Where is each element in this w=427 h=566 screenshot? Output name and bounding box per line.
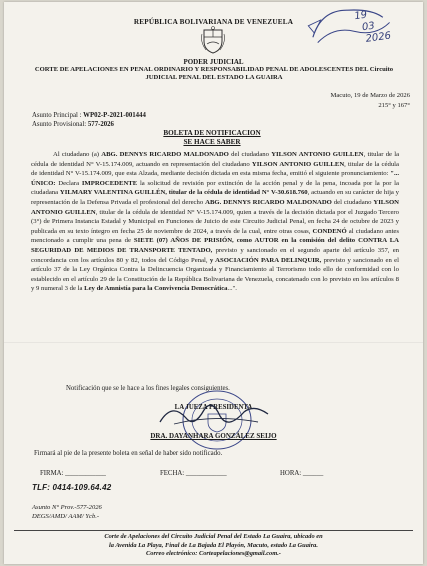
judge-name: DRA. DAYANHARA GONZÁLEZ SEIJO <box>150 432 277 440</box>
footer-initials: DEGS/AMD/ AAM/ Ycb.- <box>32 513 100 520</box>
paper-fold <box>4 342 423 343</box>
notification-note: Notificación que se le hace a los fines legales consiguientes. <box>66 385 230 392</box>
fecha-field[interactable]: FECHA: ____________ <box>160 470 227 477</box>
location-date <box>260 91 410 111</box>
asunto-principal-value: WP02-P-2021-001444 <box>83 112 146 119</box>
coat-of-arms-icon <box>200 26 226 54</box>
footer-line-1: Corte de Apelaciones del Circuito Judicial Penal del Estado La Guaira, ubicado en <box>104 533 323 540</box>
asunto-provisional-label: Asunto Provisional: <box>32 120 87 128</box>
document-title <box>132 129 292 146</box>
footer-case-reference <box>32 503 102 521</box>
court-heading: CORTE DE APELACIONES EN PENAL ORDINARIO Y RESPONSABILIDAD PENAL DE ADOLESCENTES DEL Circuito JUDICIAL PENAL DEL ESTADO LA GUAIRA <box>34 66 394 81</box>
asunto-principal-label: Asunto Principal : <box>32 112 82 119</box>
court-address-footer <box>14 530 413 559</box>
document-page <box>4 2 423 564</box>
boleta-title: BOLETA DE NOTIFICACION <box>163 129 261 137</box>
republic-heading: REPÚBLICA BOLIVARIANA DE VENEZUELA <box>133 18 294 26</box>
hora-field[interactable]: HORA: ______ <box>280 470 324 477</box>
footer-email: Correo electrónico: Corteapelaciones@gmail.com.- <box>146 550 281 558</box>
phone-number: TLF: 0414-109.64.42 <box>32 483 112 492</box>
receipt-stamp <box>301 2 399 60</box>
asunto-provisional-value: 577-2026 <box>87 120 114 128</box>
judge-signature <box>154 400 274 430</box>
stamp-month: 03 <box>361 20 376 34</box>
boleta-subtitle: SE HACE SABER <box>183 137 241 146</box>
stamp-day: 19 <box>353 9 368 23</box>
firma-field[interactable]: FIRMA: ____________ <box>40 470 106 477</box>
judge-title: LA JUEZA PRESIDENTA <box>174 404 253 411</box>
body-paragraph: Al ciudadano (a) ABG. DENNYS RICARDO MALDONADO del ciudadano YILSON ANTONIO GUILLEN, titular de la cédula de identidad N° V-15.174.009, actuando en representación del ciudadano YILSON ANTONIO GUILLEN, titular de la cédula de identidad N° V-15.174.009, que esta Alzada, mediante decisión dictada en esta misma fecha, emitió el siguiente pronunciamiento: "... ÚNICO: Declara IMPROCEDENTE la solicitud de revisión por extinción de la acción penal y de la pena, incoada por la por la ciudadana YILMARY VALENTINA GUILLÉN, titular de la cédula de identidad N° V-30.618.760, actuando en su carácter de hija y representación de la Defensa Privada el profesional del derecho ABG. DENNYS RICARDO MALDONADO del ciudadano YILSON ANTONIO GUILLEN, titular de la cédula de identidad N° V-15.174.009, quien a través de la decisión dictada por el Juzgado Tercero (3°) de Primera Instancia Estadal y Municipal en Funciones de Juicio de este Circuito Judicial Penal, en fecha 24 de octubre de 2023 y publicada en su texto íntegro en fecha 25 de noviembre de 2024, a través de la cual, entre otras cosas, CONDENÓ al ciudadano antes mencionado a cumplir una pena de SIETE (07) AÑOS DE PRISIÓN, como AUTOR en la comisión del delito CONTRA LA SEGURIDAD DE MEDIOS DE TRANSPORTE TENTADO, previsto y sancionado en el segundo aparte del artículo 357, en concordancia con los artículos 80 y 82, todos del Código Penal, y ASOCIACIÓN PARA DELINQUIR, previsto y sancionado en el artículo 37 de la Ley Orgánica Contra la Delincuencia Organizada y Financiamiento al Terrorismo todo ello de conformidad con lo establecido en el artículo 29 de la Constitución de la República Bolivariana de Venezuela, concatenado con lo previsto en los artículos 8 y 9 numeral 3 de la Ley de Amnistía para la Convivencia Democrática...". <box>31 151 400 293</box>
notification-body <box>31 150 399 297</box>
footer-line-2: la Avenida La Playa, Final de La Bajada El Playón, Macuto, estado La Guaira. <box>109 541 318 549</box>
stamp-year: 2026 <box>364 30 392 45</box>
issue-years: 215° y 167° <box>378 102 410 109</box>
footer-case-number: Asunto N° Prov.-577-2026 <box>32 504 102 511</box>
case-numbers <box>32 112 146 129</box>
issue-date: Macuto, 19 de Marzo de 2026 <box>330 92 410 99</box>
branch-heading: PODER JUDICIAL <box>183 58 244 66</box>
signature-instruction: Firmará al pie de la presente boleta en señal de haber sido notificado. <box>34 450 223 457</box>
